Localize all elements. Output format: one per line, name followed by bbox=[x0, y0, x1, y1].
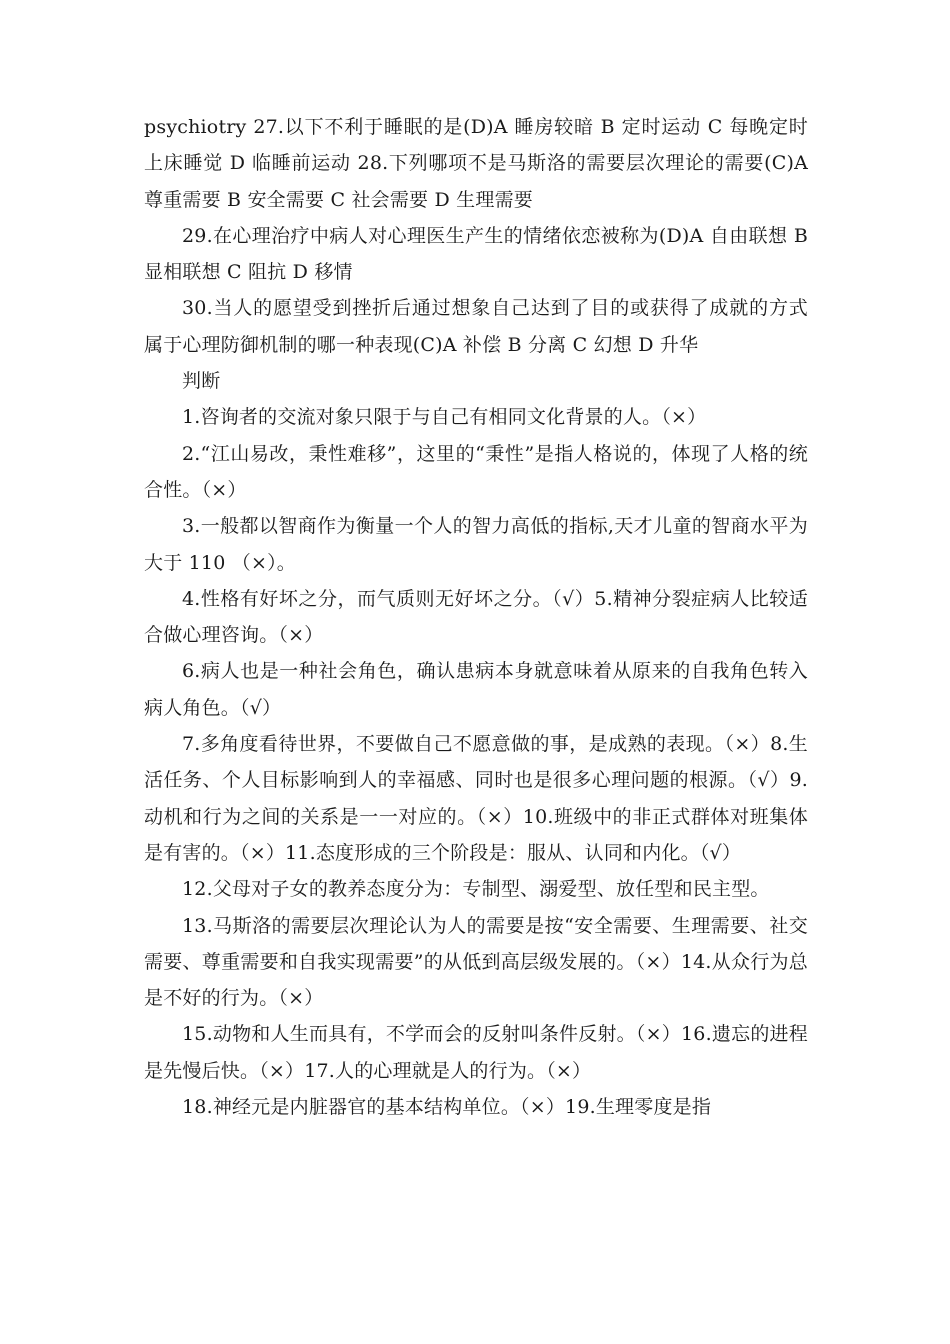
paragraph-judgment-3: 3.一般都以智商作为衡量一个人的智力高低的指标,天才儿童的智商水平为大于 110 （×）。 bbox=[144, 515, 808, 574]
paragraph-q27-28: psychiotry 27.以下不利于睡眠的是(D)A 睡房较暗 B 定时运动 C 每晚定时上床睡觉 D 临睡前运动 28.下列哪项不是马斯洛的需要层次理论的需要(C)A 尊重需要 B 安全需要 C 社会需要 D 生理需要 bbox=[144, 116, 808, 211]
paragraph-judgment-15-17: 15.动物和人生而具有，不学而会的反射叫条件反射。（×）16.遗忘的进程是先慢后快。（×）17.人的心理就是人的行为。（×） bbox=[144, 1023, 808, 1082]
paragraph-judgment-4-5: 4.性格有好坏之分，而气质则无好坏之分。（√）5.精神分裂症病人比较适合做心理咨询。（×） bbox=[144, 587, 808, 647]
document-body bbox=[144, 109, 808, 1125]
section-heading-judgment: 判断 bbox=[182, 370, 221, 393]
paragraph-judgment-1: 1.咨询者的交流对象只限于与自己有相同文化背景的人。（×） bbox=[182, 406, 707, 429]
paragraph-q30: 30.当人的愿望受到挫折后通过想象自己达到了目的或获得了成就的方式属于心理防御机制的哪一种表现(C)A 补偿 B 分离 C 幻想 D 升华 bbox=[144, 297, 808, 356]
paragraph-q29: 29.在心理治疗中病人对心理医生产生的情绪依恋被称为(D)A 自由联想 B 显相联想 C 阻抗 D 移情 bbox=[144, 224, 808, 284]
paragraph-judgment-13-14: 13.马斯洛的需要层次理论认为人的需要是按“安全需要、生理需要、社交需要、尊重需要和自我实现需要”的从低到高层级发展的。（×）14.从众行为总是不好的行为。（×） bbox=[144, 914, 808, 1010]
paragraph-judgment-7-11: 7.多角度看待世界，不要做自己不愿意做的事，是成熟的表现。（×）8.生活任务、个人目标影响到人的幸福感、同时也是很多心理问题的根源。（√）9.动机和行为之间的关系是一一对应的。（×）10.班级中的非正式群体对班集体是有害的。（×）11.态度形成的三个阶段是：服从、认同和内化。（√） bbox=[144, 733, 808, 864]
paragraph-judgment-6: 6.病人也是一种社会角色，确认患病本身就意味着从原来的自我角色转入病人角色。（√） bbox=[144, 660, 808, 719]
paragraph-judgment-18-19: 18.神经元是内脏器官的基本结构单位。（×）19.生理零度是指 bbox=[182, 1096, 712, 1119]
paragraph-judgment-2: 2.“江山易改，秉性难移”，这里的“秉性”是指人格说的，体现了人格的统合性。（×） bbox=[144, 442, 808, 501]
paragraph-judgment-12: 12.父母对子女的教养态度分为：专制型、溺爱型、放任型和民主型。 bbox=[182, 878, 770, 901]
